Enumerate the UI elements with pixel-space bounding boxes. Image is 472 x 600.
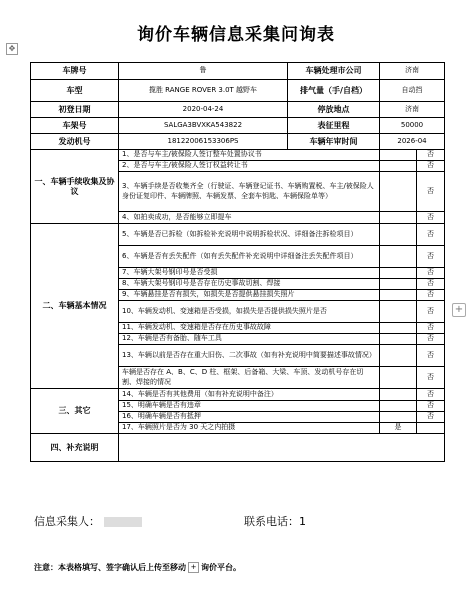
item-question: 16、明确车辆是否有抵押 xyxy=(119,412,380,423)
section-title: 二、车辆基本情况 xyxy=(31,224,119,389)
item-question: 13、车辆以前是否存在重大旧伤、二次事故（如有补充说明中简要描述事故情况） xyxy=(119,345,380,367)
add-column-plus-icon[interactable]: + xyxy=(452,303,466,317)
header-value: 鲁 xyxy=(119,63,288,80)
item-yes-answer xyxy=(380,161,417,172)
footer-note-tail: 询价平台。 xyxy=(201,563,241,572)
phone-value: 1 xyxy=(299,515,306,528)
item-yes-answer xyxy=(380,279,417,290)
item-answer: 否 xyxy=(417,389,445,401)
collector-field[interactable] xyxy=(34,513,142,529)
item-yes-answer xyxy=(380,345,417,367)
table-move-handle-icon[interactable]: ✥ xyxy=(6,43,18,55)
item-yes-answer xyxy=(380,290,417,301)
header-value: 揽胜 RANGE ROVER 3.0T 越野车 xyxy=(119,80,288,102)
header-value: 自动挡 xyxy=(380,80,445,102)
item-answer: 否 xyxy=(417,246,445,268)
header-label: 发动机号 xyxy=(31,134,119,150)
header-label: 车架号 xyxy=(31,118,119,134)
table-row xyxy=(31,389,445,401)
item-question: 15、明确车辆是否有违章 xyxy=(119,401,380,412)
header-value: SALGA3BVXKA543822 xyxy=(119,118,288,134)
header-value: 2026-04 xyxy=(380,134,445,150)
footer-note-text: 注意：本表格填写、签字确认后上传至移动 xyxy=(34,563,186,572)
header-label: 排气量（手/自档） xyxy=(288,80,380,102)
phone-field[interactable] xyxy=(244,513,306,529)
item-answer: 否 xyxy=(417,323,445,334)
inquiry-table xyxy=(30,62,445,462)
header-label: 车辆年审时间 xyxy=(288,134,380,150)
page-title: 询价车辆信息采集问询表 xyxy=(137,25,335,45)
supplement-row xyxy=(31,434,445,462)
header-value: 济南 xyxy=(380,63,445,80)
footer-note xyxy=(34,562,241,573)
header-value: 济南 xyxy=(380,102,445,118)
item-answer: 否 xyxy=(417,212,445,224)
header-label: 表征里程 xyxy=(288,118,380,134)
table-row xyxy=(31,224,445,246)
item-question: 17、车辆照片是否为 30 天之内拍摄 xyxy=(119,423,380,434)
header-label: 初登日期 xyxy=(31,102,119,118)
header-label: 车牌号 xyxy=(31,63,119,80)
header-row xyxy=(31,102,445,118)
item-question: 14、车辆是否有其他费用（如有补充说明中备注） xyxy=(119,389,380,401)
item-answer: 否 xyxy=(417,345,445,367)
item-question: 8、车辆大架号钢印号是否存在历史事故切割、焊接 xyxy=(119,279,380,290)
item-answer: 否 xyxy=(417,150,445,161)
header-value: 2020-04-24 xyxy=(119,102,288,118)
header-label: 车型 xyxy=(31,80,119,102)
item-answer: 否 xyxy=(417,401,445,412)
item-question: 9、车辆悬挂是否有损失，如损失是否提供悬挂损失照片 xyxy=(119,290,380,301)
item-yes-answer xyxy=(380,389,417,401)
item-question: 7、车辆大架号钢印号是否受损 xyxy=(119,268,380,279)
item-answer: 否 xyxy=(417,412,445,423)
section-title: 三、其它 xyxy=(31,389,119,434)
item-question: 4、如拍卖成功，是否能够立即提车 xyxy=(119,212,380,224)
item-yes-answer xyxy=(380,301,417,323)
item-answer: 否 xyxy=(417,367,445,389)
item-question: 3、车辆手续是否收集齐全（行驶证、车辆登记证书、车辆购置税、车主/被保险人身份证复印件、车辆牌照、车辆发票、全套车钥匙、车辆保险单等） xyxy=(119,172,380,212)
item-question: 2、是否与车主/被保险人签订权益转让书 xyxy=(119,161,380,172)
item-answer: 否 xyxy=(417,172,445,212)
item-yes-answer xyxy=(380,401,417,412)
item-answer: 否 xyxy=(417,268,445,279)
item-answer: 否 xyxy=(417,279,445,290)
phone-label: 联系电话： xyxy=(244,515,299,528)
item-yes-answer xyxy=(380,412,417,423)
header-row xyxy=(31,134,445,150)
item-question: 6、车辆是否有丢失配件（如有丢失配件补充说明中详细备注丢失配件项目） xyxy=(119,246,380,268)
item-yes-answer xyxy=(380,212,417,224)
item-answer xyxy=(417,423,445,434)
item-question: 5、车辆是否已拆检（如拆检补充说明中说明拆检状况、详细备注拆检项目） xyxy=(119,224,380,246)
section-title: 一、车辆手续收集及协议 xyxy=(31,150,119,224)
item-yes-answer xyxy=(380,246,417,268)
item-answer: 否 xyxy=(417,161,445,172)
item-yes-answer xyxy=(380,367,417,389)
header-value: 18122006153306PS xyxy=(119,134,288,150)
item-yes-answer: 是 xyxy=(380,423,417,434)
supplement-content[interactable] xyxy=(119,434,445,462)
item-yes-answer xyxy=(380,150,417,161)
item-answer: 否 xyxy=(417,334,445,345)
header-row xyxy=(31,118,445,134)
item-yes-answer xyxy=(380,268,417,279)
table-row xyxy=(31,150,445,161)
item-answer: 否 xyxy=(417,301,445,323)
header-label: 车辆处理市公司 xyxy=(288,63,380,80)
item-question: 1、是否与车主/被保险人签订整车处置协议书 xyxy=(119,150,380,161)
item-question: 12、车辆是否有备胎、随车工具 xyxy=(119,334,380,345)
item-yes-answer xyxy=(380,334,417,345)
item-answer: 否 xyxy=(417,290,445,301)
header-row xyxy=(31,80,445,102)
item-yes-answer xyxy=(380,172,417,212)
header-row xyxy=(31,63,445,80)
item-yes-answer xyxy=(380,323,417,334)
item-question: 10、车辆发动机、变速箱是否受损，如损失是否提供损失照片是否 xyxy=(119,301,380,323)
header-value: 50000 xyxy=(380,118,445,134)
supplement-label: 四、补充说明 xyxy=(31,434,119,462)
header-label: 停放地点 xyxy=(288,102,380,118)
item-answer: 否 xyxy=(417,224,445,246)
inline-plus-icon: + xyxy=(188,562,199,573)
collector-name-redacted xyxy=(104,517,142,527)
item-yes-answer xyxy=(380,224,417,246)
item-question: 11、车辆发动机、变速箱是否存在历史事故故障 xyxy=(119,323,380,334)
item-question: 车辆是否存在 A、B、C、D 柱、框架、后备箱、大梁、车顶、发动机号存在切割、焊接的情况 xyxy=(119,367,380,389)
collector-label: 信息采集人： xyxy=(34,515,100,528)
